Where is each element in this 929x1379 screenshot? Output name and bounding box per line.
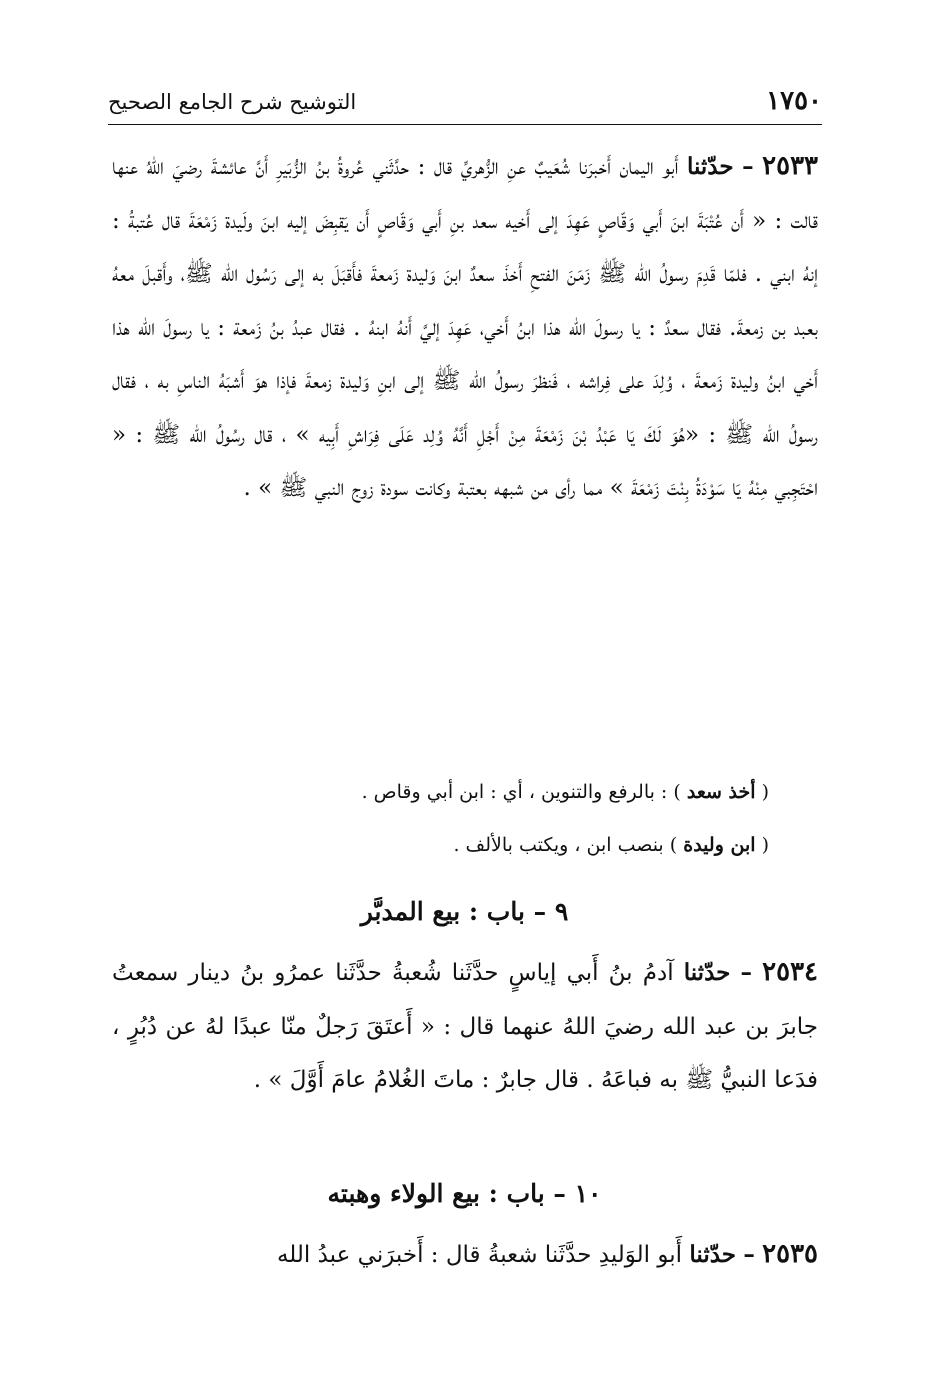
hadith-separator: – xyxy=(743,1241,755,1268)
hadith-2534-paragraph xyxy=(112,946,818,1108)
hadith-number: ٢٥٣٣ xyxy=(762,151,819,181)
hadith-opening-verb: حدّثنا xyxy=(683,959,731,986)
note-text: بنصب ابن ، ويكتب بالألف . xyxy=(453,834,664,856)
note-term: أخذ سعد xyxy=(686,781,756,803)
hadith-number: ٢٥٣٤ xyxy=(762,957,819,987)
note-open-paren: ( xyxy=(761,781,769,803)
hadith-text: آدمُ بنُ أَبي إياسٍ حدَّثَنا شُعبةُ حدَّثَنا عمرُو بنُ دينار سمعتُ جابرَ بن عبد الله رضيَ اللهُ عنهما قال : « أَعتَقَ رَجلٌ منّا عبدًا لهُ عن دُبُرٍ ، فدَعا النبيُّ ﷺ به فباعَهُ . قال جابرٌ : ماتَ الغُلامُ عامَ أَوَّلَ » . xyxy=(112,960,818,1093)
hadith-opening-verb: حدّثنا xyxy=(686,153,734,180)
note-text: : بالرفع والتنوين ، أي : ابن أبي وقاص . xyxy=(361,781,668,803)
note-term: ابن وليدة xyxy=(683,834,756,856)
hadith-2533-paragraph xyxy=(112,140,818,516)
note-open-paren: ( xyxy=(761,834,769,856)
note-close-paren: ) xyxy=(669,834,678,856)
book-title: التوشيح شرح الجامع الصحيح xyxy=(108,90,357,114)
hadith-separator: – xyxy=(740,959,753,986)
hadith-text: أَبو اليمان أَخبرَنا شُعَيبٌ عنِ الزُّهريِّ قال : حدَّثَني عُروةُ بنُ الزُّبَيرِ أَنَّ عائشةَ رضيَ اللهُ عنها قالت : « أَن عُتْبَةَ ابنَ أَبي وَقّاصٍ عَهِدَ إلى أَخيه سعد بنِ أَبي وَقّاصٍ أَن يَقبِضَ إليه ابنَ ولَيدة زَمْعَةَ قال عُتبةُ : إنهُ ابني . فلمّا قَدِمَ رسولُ الله ﷺ زَمَنَ الفتحِ أَخذَ سعدٌ ابنَ وَليدة زَمعةَ فأَقبَلَ به إلى رَسُول الله ﷺ، وأَقبلَ معهُ بعبد بن زمعةَ. فقال سعدٌ : يا رسولَ الله هذا ابنُ أَخي، عَهِدَ إليَّ أَنهُ ابنهُ . فقال عبدُ بنُ زَمعة : يا رسولَ الله هذا أَخي ابنُ وليدة زَمعةَ ، وُلِدَ على فِراشه ، فَنظرَ رسولُ الله ﷺ إلى ابنِ وَليدة زمعةَ فإذا هوَ أَشبَهُ الناسِ به ، فقال رسولُ الله ﷺ : «هُوَ لَكَ يَا عَبْدُ بْنَ زَمْعَةَ مِنْ أَجْلِ أَنَّهُ وُلِد عَلَى فِرَاشِ أَبِيه » ، قال رسُولُ الله ﷺ : « احْتَجِبي مِنْهُ يَا سَوْدَةُ بِنْتَ زَمْعَةَ » مما رأى من شبهه بعتبة وكانت سودة زوج النبي ﷺ » . xyxy=(112,154,818,501)
hadith-text: أَبو الوَليدِ حدَّثَنا شعبةُ قال : أَخبرَني عبدُ الله xyxy=(276,1242,683,1268)
chapter-heading-9: ٩ – باب : بيع المدبَّر xyxy=(360,897,569,926)
hadith-opening-verb: حدّثنا xyxy=(689,1241,737,1268)
running-head xyxy=(108,84,822,120)
commentary-note xyxy=(150,777,769,807)
page-number: ١٧٥٠ xyxy=(766,86,822,116)
note-close-paren: ) xyxy=(673,781,681,803)
hadith-2535-paragraph xyxy=(112,1228,818,1283)
chapter-heading-10: ١٠ – باب : بيع الولاء وهبته xyxy=(327,1179,602,1208)
hadith-number: ٢٥٣٥ xyxy=(762,1239,818,1269)
commentary-note xyxy=(150,830,769,860)
hadith-separator: – xyxy=(742,153,754,180)
header-rule xyxy=(108,124,822,125)
